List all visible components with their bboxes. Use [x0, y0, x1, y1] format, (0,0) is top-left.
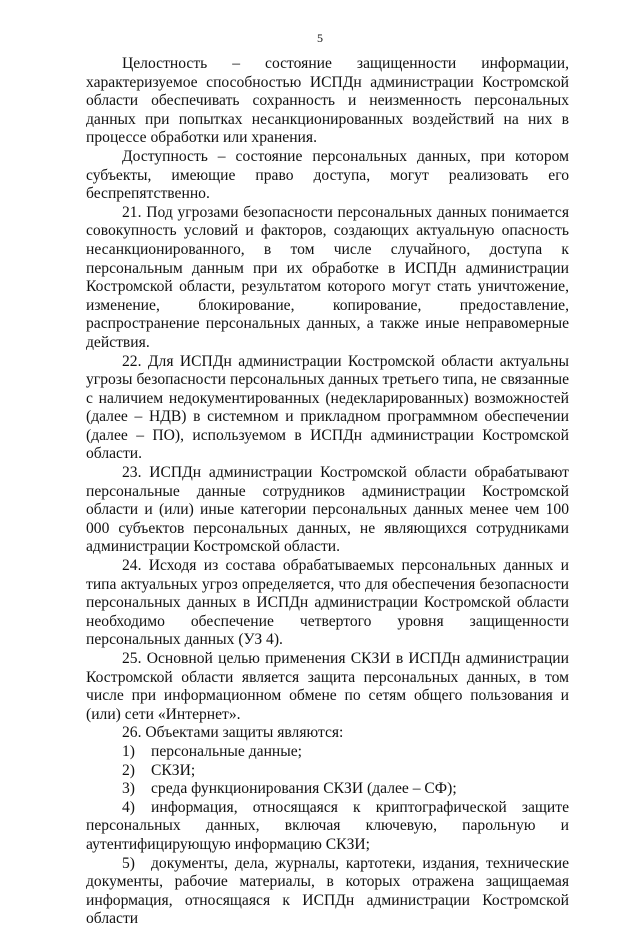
list-item-5	[86, 855, 569, 929]
paragraph-integrity: Целостность – состояние защищенности информации, характеризуемое способностью ИСПДн администрации Костромской области обеспечивать сохранность и неизменность персональных данных при попытках несанкционированных воздействий на них в процессе обработки или хранения.	[86, 55, 569, 147]
list-item-text: СКЗИ;	[151, 761, 196, 779]
list-item-text: информация, относящаяся к криптографической защите персональных данных, включая ключевую, парольную и аутентифицирующую информацию СКЗИ;	[86, 798, 569, 853]
list-item-2	[86, 762, 569, 781]
list-item-number: 5)	[122, 854, 135, 872]
list-item-text: документы, дела, журналы, картотеки, издания, технические документы, рабочие материалы, в которых отражена защищаемая информация, относящаяся к ИСПДн администрации Костромской области	[86, 854, 569, 928]
paragraph-26: 26. Объектами защиты являются:	[122, 724, 344, 742]
list-item-4	[86, 799, 569, 855]
list-item-number: 3)	[122, 780, 135, 798]
page-number: 5	[317, 31, 323, 45]
paragraph-23: 23. ИСПДн администрации Костромской области обрабатывают персональные данные сотрудников администрации Костромской области и (или) иные категории персональных данных менее чем 100 000 субъектов персональных данных, не являющихся сотрудниками администрации Костромской области.	[86, 464, 569, 556]
list-item-1	[86, 743, 569, 762]
document-body	[86, 55, 569, 929]
list-item-3	[86, 780, 569, 799]
paragraph-25: 25. Основной целью применения СКЗИ в ИСПДн администрации Костромской области является защита персональных данных, в том числе при информационном обмене по сетям общего пользования и (или) сети «Интернет».	[86, 650, 569, 723]
paragraph-22: 22. Для ИСПДн администрации Костромской области актуальны угрозы безопасности персональных данных третьего типа, не связанные с наличием недокументированных (недекларированных) возможностей (далее – НДВ) в системном и прикладном программном обеспечении (далее – ПО), используемом в ИСПДн администрации Костромской области.	[86, 352, 569, 463]
paragraph-availability: Доступность – состояние персональных данных, при котором субъекты, имеющие право доступа, могут реализовать его беспрепятственно.	[86, 147, 569, 203]
list-item-number: 2)	[122, 761, 135, 779]
list-item-text: персональные данные;	[151, 742, 302, 760]
list-item-number: 4)	[122, 798, 135, 816]
list-item-text: среда функционирования СКЗИ (далее – СФ);	[151, 780, 457, 798]
paragraph-24: 24. Исходя из состава обрабатываемых персональных данных и типа актуальных угроз определяется, что для обеспечения безопасности персональных данных в ИСПДн администрации Костромской области необходимо обеспечение четвертого уровня защищенности персональных данных (УЗ 4).	[86, 557, 569, 649]
list-item-number: 1)	[122, 742, 135, 760]
paragraph-21: 21. Под угрозами безопасности персональных данных понимается совокупность условий и факторов, создающих актуальную опасность несанкционированного, в том числе случайного, доступа к персональным данным при их обработке в ИСПДн администрации Костромской области, результатом которого могут стать уничтожение, изменение, блокирование, копирование, предоставление, распространение персональных данных, а также иные неправомерные действия.	[86, 203, 569, 351]
